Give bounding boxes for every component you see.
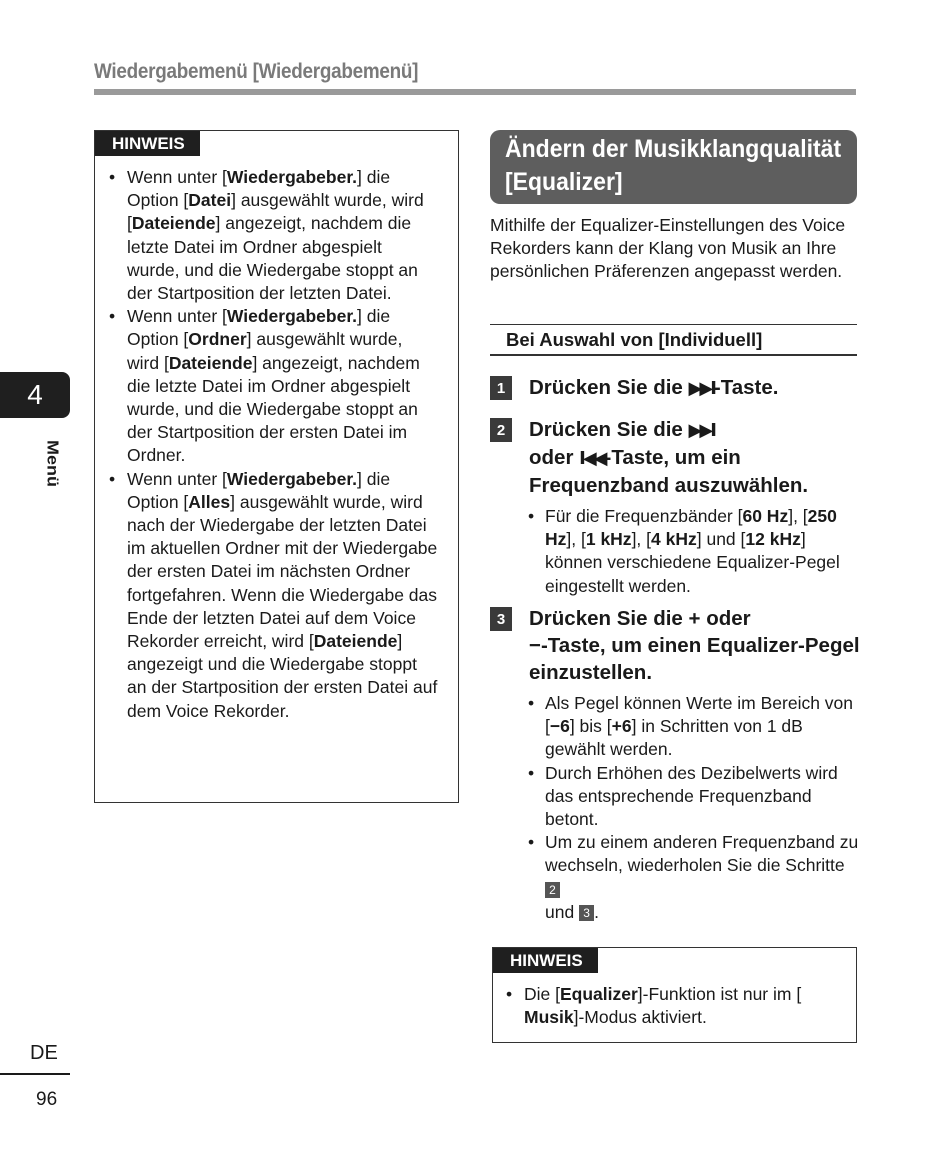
fast-forward-icon: ▶▶I bbox=[688, 378, 714, 399]
step-text: Drücken Sie die ▶▶I-Taste. bbox=[529, 376, 779, 399]
list-item: • Durch Erhöhen des Dezibelwerts wird das entsprechende Frequenzband betont. bbox=[528, 762, 860, 832]
chapter-label: Menü bbox=[44, 440, 61, 487]
header-rule bbox=[94, 89, 856, 95]
fast-forward-icon: ▶▶I bbox=[688, 420, 714, 441]
chapter-tab bbox=[0, 372, 70, 418]
section-title bbox=[490, 130, 857, 204]
step-number: 1 bbox=[490, 376, 512, 400]
note-box-left bbox=[94, 130, 459, 803]
list-item: • Für die Frequenzbänder [60 Hz], [250 Hz], [1 kHz], [4 kHz] und [12 kHz] können verschiedene Equalizer-Pegel eingestellt werden. bbox=[528, 505, 860, 598]
step-number: 3 bbox=[490, 607, 512, 631]
step-bullets bbox=[528, 692, 860, 924]
step-ref-badge: 2 bbox=[545, 882, 560, 898]
minus-icon: − bbox=[529, 634, 541, 657]
step-1 bbox=[490, 374, 860, 402]
page-number: 96 bbox=[36, 1089, 58, 1110]
step-3 bbox=[490, 605, 860, 924]
list-item: • Wenn unter [Wiedergabeber.] die Option [Alles] ausgewählt wurde, wird nach der Wiedergabe der letzten Datei im aktuellen Ordner mit der Wiedergabe der ersten Datei im nächsten Ordner fortgefahren. Wenn die Wiedergabe das Ende der letzten Datei auf dem Voice Rekorder erreicht, wird [Dateiende] angezeigt und die Wiedergabe stoppt an der Startposition der ersten Datei auf dem Voice Rekorder. bbox=[109, 468, 439, 723]
language-rule bbox=[0, 1073, 70, 1075]
step-text: Drücken Sie die ▶▶I oder I◀◀-Taste, um ein Frequenzband auszuwählen. bbox=[529, 418, 809, 497]
page-header: Wiedergabemenü [Wiedergabemenü] bbox=[94, 60, 419, 83]
step-ref-badge: 3 bbox=[579, 905, 594, 921]
language-label: DE bbox=[30, 1042, 58, 1064]
list-item: • Wenn unter [Wiedergabeber.] die Option [Ordner] ausgewählt wurde, wird [Dateiende] angezeigt, nachdem die letzte Datei im Ordner abgespielt wurde, und die Wiedergabe stoppt an der Startposition der ersten Datei im Ordner. bbox=[109, 305, 439, 467]
rewind-icon: I◀◀ bbox=[579, 448, 605, 469]
note-box-right bbox=[492, 947, 857, 1043]
note-list bbox=[109, 166, 439, 723]
section-title-line2: [Equalizer] bbox=[505, 168, 623, 196]
step-text: Drücken Sie die + oder −-Taste, um einen Equalizer-Pegel einzustellen. bbox=[529, 607, 860, 684]
plus-icon: + bbox=[688, 607, 701, 630]
step-2 bbox=[490, 416, 860, 598]
note-tag: HINWEIS bbox=[95, 131, 200, 156]
list-item: • Um zu einem anderen Frequenzband zu wechseln, wiederholen Sie die Schritte 2 und 3 . bbox=[528, 831, 860, 924]
note-list bbox=[506, 983, 846, 1029]
intro-text: Mithilfe der Equalizer-Einstellungen des Voice Rekorders kann der Klang von Musik an Ihre persönlichen Präferenzen angepasst werden. bbox=[490, 215, 846, 282]
sub-heading: Bei Auswahl von [Individuell] bbox=[490, 324, 857, 356]
list-item: • Wenn unter [Wiedergabeber.] die Option [Datei] ausgewählt wurde, wird [Dateiende] angezeigt, nachdem die letzte Datei im Ordner abgespielt wurde, und die Wiedergabe stoppt an der Startposition der letzten Datei. bbox=[109, 166, 439, 305]
section-title-line1: Ändern der Musikklangqualität bbox=[505, 135, 842, 163]
step-bullets bbox=[528, 505, 860, 598]
list-item: • Als Pegel können Werte im Bereich von [−6] bis [+6] in Schritten von 1 dB gewählt werden. bbox=[528, 692, 860, 762]
step-number: 2 bbox=[490, 418, 512, 442]
list-item: • Die [Equalizer]-Funktion ist nur im [ Musik]-Modus aktiviert. bbox=[506, 983, 846, 1029]
note-tag: HINWEIS bbox=[493, 948, 598, 973]
chapter-number: 4 bbox=[27, 379, 43, 410]
